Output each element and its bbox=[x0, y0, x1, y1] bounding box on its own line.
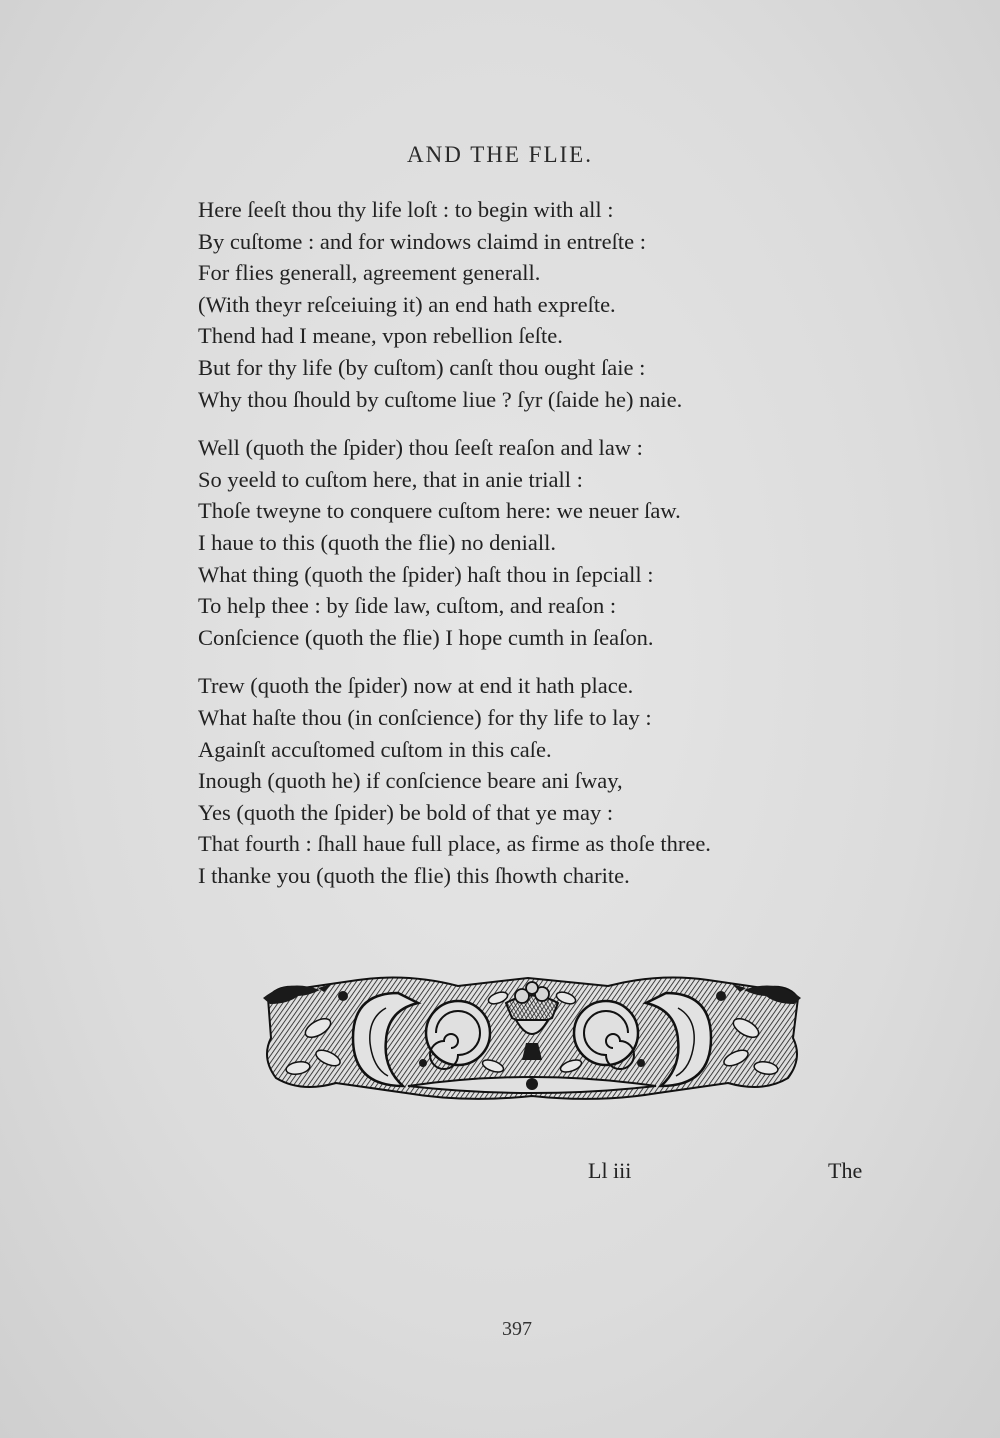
stanza-1 bbox=[198, 194, 888, 415]
stanza-3 bbox=[198, 670, 888, 891]
verse-line: So yeeld to cuſtom here, that in anie triall : bbox=[198, 466, 583, 492]
verse-line: Why thou ſhould by cuſtome liue ? ſyr (ſaide he) naie. bbox=[198, 386, 683, 412]
catchword: The bbox=[828, 1158, 863, 1183]
signature-mark: Ll iii bbox=[588, 1158, 632, 1183]
page-number: 397 bbox=[502, 1318, 532, 1340]
verse-line: What thing (quoth the ſpider) haſt thou in ſepciall : bbox=[198, 561, 654, 587]
verse-line: What haſte thou (in conſcience) for thy life to lay : bbox=[198, 704, 652, 730]
verse-line: Thend had I meane, vpon rebellion ſeſte. bbox=[198, 323, 563, 349]
verse-line: Conſcience (quoth the flie) I hope cumth in ſeaſon. bbox=[198, 624, 654, 650]
poem-text bbox=[198, 194, 888, 908]
verse-line: I thanke you (quoth the flie) this ſhowth charite. bbox=[198, 862, 630, 888]
running-head: AND THE FLIE. bbox=[407, 142, 593, 167]
verse-line: I haue to this (quoth the flie) no deniall. bbox=[198, 529, 557, 555]
verse-line: Inough (quoth he) if conſcience beare ani ſway, bbox=[198, 768, 623, 794]
floral-urn-ornament-icon bbox=[258, 968, 806, 1108]
verse-line: Yes (quoth the ſpider) be bold of that ye may : bbox=[198, 799, 614, 825]
verse-line: Here ſeeſt thou thy life loſt : to begin with all : bbox=[198, 197, 614, 222]
stanza-2 bbox=[198, 432, 888, 653]
verse-line: (With theyr reſceiuing it) an end hath expreſte. bbox=[198, 291, 616, 317]
verse-line: To help thee : by ſide law, cuſtom, and reaſon : bbox=[198, 593, 617, 619]
verse-line: Trew (quoth the ſpider) now at end it hath place. bbox=[198, 673, 634, 699]
verse-line: But for thy life (by cuſtom) canſt thou ought ſaie : bbox=[198, 354, 646, 380]
verse-line: By cuſtome : and for windows claimd in entreſte : bbox=[198, 228, 647, 254]
verse-line: Well (quoth the ſpider) thou ſeeſt reaſon and law : bbox=[198, 435, 643, 461]
verse-line: That fourth : ſhall haue full place, as firme as thoſe three. bbox=[198, 831, 711, 857]
verse-line: Againſt accuſtomed cuſtom in this caſe. bbox=[198, 736, 552, 762]
verse-line: For flies generall, agreement generall. bbox=[198, 260, 541, 286]
verse-line: Thoſe tweyne to conquere cuſtom here: we neuer ſaw. bbox=[198, 498, 681, 524]
